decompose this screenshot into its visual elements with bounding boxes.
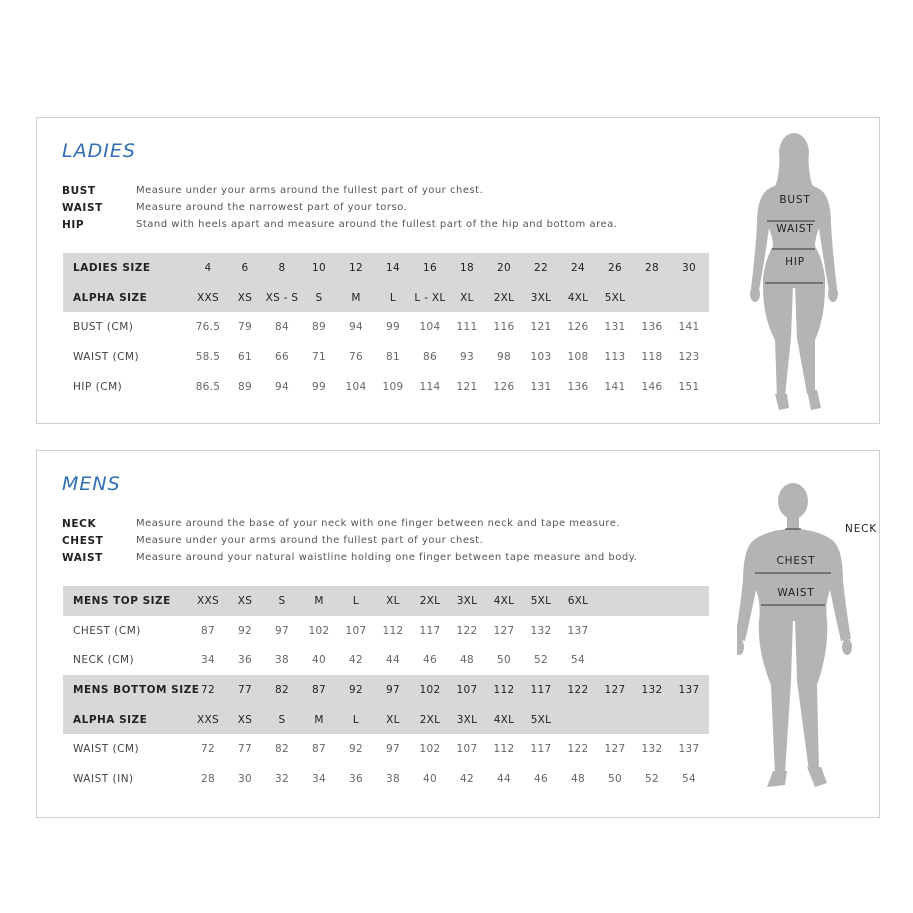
table-cell: L xyxy=(352,713,360,726)
table-cell: 76 xyxy=(349,350,363,363)
table-cell xyxy=(671,705,707,735)
table-cell: 44 xyxy=(386,654,400,667)
table-cell: 54 xyxy=(682,772,696,785)
table-cell: 46 xyxy=(534,772,548,785)
waist-figure-label: WAIST xyxy=(776,223,814,235)
table-cell: 107 xyxy=(456,683,478,696)
table-cell: 8 xyxy=(278,261,286,274)
table-cell: 87 xyxy=(312,743,326,756)
table-cell: 118 xyxy=(641,350,663,363)
guide-description: Measure around your natural waistline holding one finger between tape measure and body. xyxy=(136,552,638,563)
row-label: MENS BOTTOM SIZE xyxy=(73,683,200,696)
guide-description: Measure around the narrowest part of your torso. xyxy=(136,202,408,213)
table-cell: 46 xyxy=(423,654,437,667)
table-cell: 102 xyxy=(419,743,441,756)
guide-row xyxy=(62,549,722,566)
table-cell: 89 xyxy=(238,380,252,393)
ladies-size-table xyxy=(63,253,709,401)
table-cell: 40 xyxy=(423,772,437,785)
table-cell: 22 xyxy=(534,261,548,274)
mens-size-panel xyxy=(36,450,880,818)
table-cell: XS xyxy=(237,291,253,304)
table-cell: 97 xyxy=(386,743,400,756)
guide-term: NECK xyxy=(62,517,97,530)
table-cell xyxy=(560,705,596,735)
table-cell: 116 xyxy=(493,321,515,334)
row-label: HIP (CM) xyxy=(73,380,123,393)
table-cell: 92 xyxy=(349,683,363,696)
table-cell: 151 xyxy=(678,380,700,393)
guide-description: Measure around the base of your neck with one finger between neck and tape measure. xyxy=(136,518,621,529)
table-cell: 122 xyxy=(567,683,589,696)
table-cell: 114 xyxy=(419,380,441,393)
table-row xyxy=(63,253,709,283)
guide-term: WAIST xyxy=(62,551,103,564)
female-silhouette-icon xyxy=(749,128,867,418)
table-cell: 61 xyxy=(238,350,252,363)
table-cell: 5XL xyxy=(530,594,552,607)
table-cell xyxy=(671,616,707,646)
table-cell: 132 xyxy=(641,683,663,696)
table-row xyxy=(63,283,709,313)
guide-term: BUST xyxy=(62,184,96,197)
table-cell: 16 xyxy=(423,261,437,274)
table-cell: M xyxy=(314,594,324,607)
table-cell: 131 xyxy=(530,380,552,393)
table-cell: 93 xyxy=(460,350,474,363)
table-cell: 34 xyxy=(312,772,326,785)
table-cell: 76.5 xyxy=(195,321,221,334)
table-cell: 111 xyxy=(456,321,478,334)
table-cell: 28 xyxy=(201,772,215,785)
table-cell: 3XL xyxy=(456,594,478,607)
table-cell: 42 xyxy=(349,654,363,667)
table-cell: 79 xyxy=(238,321,252,334)
table-cell: 137 xyxy=(567,624,589,637)
table-cell: 30 xyxy=(238,772,252,785)
table-cell: 102 xyxy=(308,624,330,637)
table-cell: 14 xyxy=(386,261,400,274)
table-cell: XS xyxy=(237,713,253,726)
table-cell: 141 xyxy=(604,380,626,393)
row-label: BUST (CM) xyxy=(73,321,134,334)
table-cell: M xyxy=(314,713,324,726)
table-cell: 82 xyxy=(275,743,289,756)
table-cell: XXS xyxy=(197,594,219,607)
row-label: WAIST (CM) xyxy=(73,743,140,756)
table-cell: 36 xyxy=(349,772,363,785)
table-cell: 48 xyxy=(460,654,474,667)
table-cell: 137 xyxy=(678,743,700,756)
table-cell: 86 xyxy=(423,350,437,363)
table-cell: XS xyxy=(237,594,253,607)
table-cell: 24 xyxy=(571,261,585,274)
table-cell: 4XL xyxy=(493,713,515,726)
table-cell: 40 xyxy=(312,654,326,667)
table-cell: 5XL xyxy=(530,713,552,726)
row-label: MENS TOP SIZE xyxy=(73,594,171,607)
table-cell: 98 xyxy=(497,350,511,363)
table-cell: 107 xyxy=(456,743,478,756)
row-label: ALPHA SIZE xyxy=(73,291,148,304)
neck-figure-label: NECK xyxy=(845,523,877,535)
table-cell xyxy=(597,616,633,646)
guide-row xyxy=(62,199,722,216)
table-row xyxy=(63,705,709,735)
table-cell: L xyxy=(389,291,397,304)
table-cell: 54 xyxy=(571,654,585,667)
table-cell: 52 xyxy=(534,654,548,667)
table-cell: 137 xyxy=(678,683,700,696)
table-cell: 87 xyxy=(201,624,215,637)
row-label: LADIES SIZE xyxy=(73,261,151,274)
guide-description: Measure under your arms around the fullest part of your chest. xyxy=(136,535,484,546)
ladies-title: LADIES xyxy=(62,140,136,162)
guide-row xyxy=(62,182,722,199)
table-cell: 122 xyxy=(456,624,478,637)
table-cell: 121 xyxy=(530,321,552,334)
waist-figure-label: WAIST xyxy=(777,587,815,599)
table-cell: 50 xyxy=(608,772,622,785)
table-cell: 92 xyxy=(238,624,252,637)
table-cell xyxy=(634,283,670,313)
table-row xyxy=(63,675,709,705)
table-cell: 104 xyxy=(419,321,441,334)
table-cell: 123 xyxy=(678,350,700,363)
table-cell: 4XL xyxy=(567,291,589,304)
table-cell: 20 xyxy=(497,261,511,274)
table-cell: 92 xyxy=(349,743,363,756)
table-cell: 126 xyxy=(493,380,515,393)
table-cell: 141 xyxy=(678,321,700,334)
row-label: WAIST (IN) xyxy=(73,772,134,785)
table-cell: 94 xyxy=(275,380,289,393)
row-label: NECK (CM) xyxy=(73,654,135,667)
table-cell: 94 xyxy=(349,321,363,334)
guide-row xyxy=(62,515,722,532)
table-cell: 103 xyxy=(530,350,552,363)
table-cell: 132 xyxy=(641,743,663,756)
table-cell: 108 xyxy=(567,350,589,363)
table-cell: 126 xyxy=(567,321,589,334)
guide-row xyxy=(62,216,722,233)
table-cell: 6 xyxy=(241,261,249,274)
table-cell: 131 xyxy=(604,321,626,334)
table-cell: 127 xyxy=(604,683,626,696)
table-cell xyxy=(671,586,707,616)
table-cell: 99 xyxy=(312,380,326,393)
table-cell: 6XL xyxy=(567,594,589,607)
table-cell: 5XL xyxy=(604,291,626,304)
table-cell: 146 xyxy=(641,380,663,393)
table-cell: 117 xyxy=(419,624,441,637)
table-cell: 136 xyxy=(567,380,589,393)
table-cell xyxy=(671,645,707,675)
row-label: CHEST (CM) xyxy=(73,624,141,637)
table-cell: 36 xyxy=(238,654,252,667)
table-cell: XL xyxy=(386,713,400,726)
guide-term: WAIST xyxy=(62,201,103,214)
table-cell: 77 xyxy=(238,743,252,756)
table-cell: L xyxy=(352,594,360,607)
table-cell: 42 xyxy=(460,772,474,785)
table-cell: 117 xyxy=(530,683,552,696)
chest-figure-label: CHEST xyxy=(776,555,816,567)
table-row xyxy=(63,764,709,794)
table-cell: 112 xyxy=(493,683,515,696)
table-cell: 112 xyxy=(493,743,515,756)
ladies-body-figure xyxy=(749,128,867,418)
guide-row xyxy=(62,532,722,549)
table-cell: 3XL xyxy=(456,713,478,726)
table-cell xyxy=(597,586,633,616)
table-row xyxy=(63,342,709,372)
table-cell: 2XL xyxy=(419,713,441,726)
table-cell: 136 xyxy=(641,321,663,334)
table-cell: 87 xyxy=(312,683,326,696)
table-cell: 34 xyxy=(201,654,215,667)
row-label: ALPHA SIZE xyxy=(73,713,148,726)
table-cell: XXS xyxy=(197,291,219,304)
ladies-measure-guide xyxy=(62,182,722,233)
guide-description: Measure under your arms around the fullest part of your chest. xyxy=(136,185,484,196)
table-cell: XXS xyxy=(197,713,219,726)
table-cell: 112 xyxy=(382,624,404,637)
table-cell: 32 xyxy=(275,772,289,785)
table-cell xyxy=(634,586,670,616)
table-cell: L - XL xyxy=(414,291,446,304)
table-cell: 12 xyxy=(349,261,363,274)
table-cell: 99 xyxy=(386,321,400,334)
table-cell: M xyxy=(351,291,361,304)
guide-term: HIP xyxy=(62,218,85,231)
row-label: WAIST (CM) xyxy=(73,350,140,363)
table-cell: 71 xyxy=(312,350,326,363)
mens-title: MENS xyxy=(62,473,121,495)
table-cell: 113 xyxy=(604,350,626,363)
table-cell: 121 xyxy=(456,380,478,393)
table-cell xyxy=(597,645,633,675)
table-cell: 127 xyxy=(493,624,515,637)
table-cell: 52 xyxy=(645,772,659,785)
mens-measure-guide xyxy=(62,515,722,566)
table-cell: 28 xyxy=(645,261,659,274)
table-cell: 102 xyxy=(419,683,441,696)
table-row xyxy=(63,734,709,764)
ladies-size-panel xyxy=(36,117,880,424)
table-row xyxy=(63,312,709,342)
table-cell: 58.5 xyxy=(195,350,221,363)
table-cell: 97 xyxy=(386,683,400,696)
table-cell: 127 xyxy=(604,743,626,756)
table-cell xyxy=(634,645,670,675)
table-cell: 2XL xyxy=(493,291,515,304)
table-cell xyxy=(634,705,670,735)
table-cell xyxy=(671,283,707,313)
table-cell: 26 xyxy=(608,261,622,274)
table-cell: 50 xyxy=(497,654,511,667)
table-cell: 10 xyxy=(312,261,326,274)
table-cell: XL xyxy=(460,291,474,304)
table-cell: 72 xyxy=(201,683,215,696)
mens-body-figure xyxy=(737,481,877,801)
table-cell: 4 xyxy=(204,261,212,274)
guide-term: CHEST xyxy=(62,534,104,547)
table-cell: 38 xyxy=(275,654,289,667)
table-cell: XL xyxy=(386,594,400,607)
table-cell: 104 xyxy=(345,380,367,393)
table-cell: 86.5 xyxy=(195,380,221,393)
table-cell: 2XL xyxy=(419,594,441,607)
table-cell: 109 xyxy=(382,380,404,393)
table-row xyxy=(63,586,709,616)
table-cell: 77 xyxy=(238,683,252,696)
table-cell: 107 xyxy=(345,624,367,637)
table-cell: 84 xyxy=(275,321,289,334)
table-cell: XS - S xyxy=(265,291,299,304)
table-cell: 44 xyxy=(497,772,511,785)
table-cell: S xyxy=(278,713,286,726)
guide-description: Stand with heels apart and measure around the fullest part of the hip and bottom area. xyxy=(136,219,618,230)
table-cell: 97 xyxy=(275,624,289,637)
table-cell: 48 xyxy=(571,772,585,785)
table-cell: 38 xyxy=(386,772,400,785)
table-cell: 4XL xyxy=(493,594,515,607)
table-cell: 82 xyxy=(275,683,289,696)
table-cell: 66 xyxy=(275,350,289,363)
table-cell: 89 xyxy=(312,321,326,334)
table-cell xyxy=(597,705,633,735)
table-row xyxy=(63,616,709,646)
table-cell: 132 xyxy=(530,624,552,637)
table-cell: 117 xyxy=(530,743,552,756)
table-cell: 72 xyxy=(201,743,215,756)
mens-size-table xyxy=(63,586,709,794)
table-cell: S xyxy=(315,291,323,304)
table-cell: S xyxy=(278,594,286,607)
table-cell xyxy=(634,616,670,646)
table-cell: 30 xyxy=(682,261,696,274)
table-cell: 122 xyxy=(567,743,589,756)
table-cell: 81 xyxy=(386,350,400,363)
table-cell: 3XL xyxy=(530,291,552,304)
hip-figure-label: HIP xyxy=(785,256,805,268)
table-row xyxy=(63,372,709,402)
table-cell: 18 xyxy=(460,261,474,274)
table-row xyxy=(63,645,709,675)
bust-figure-label: BUST xyxy=(779,194,811,206)
